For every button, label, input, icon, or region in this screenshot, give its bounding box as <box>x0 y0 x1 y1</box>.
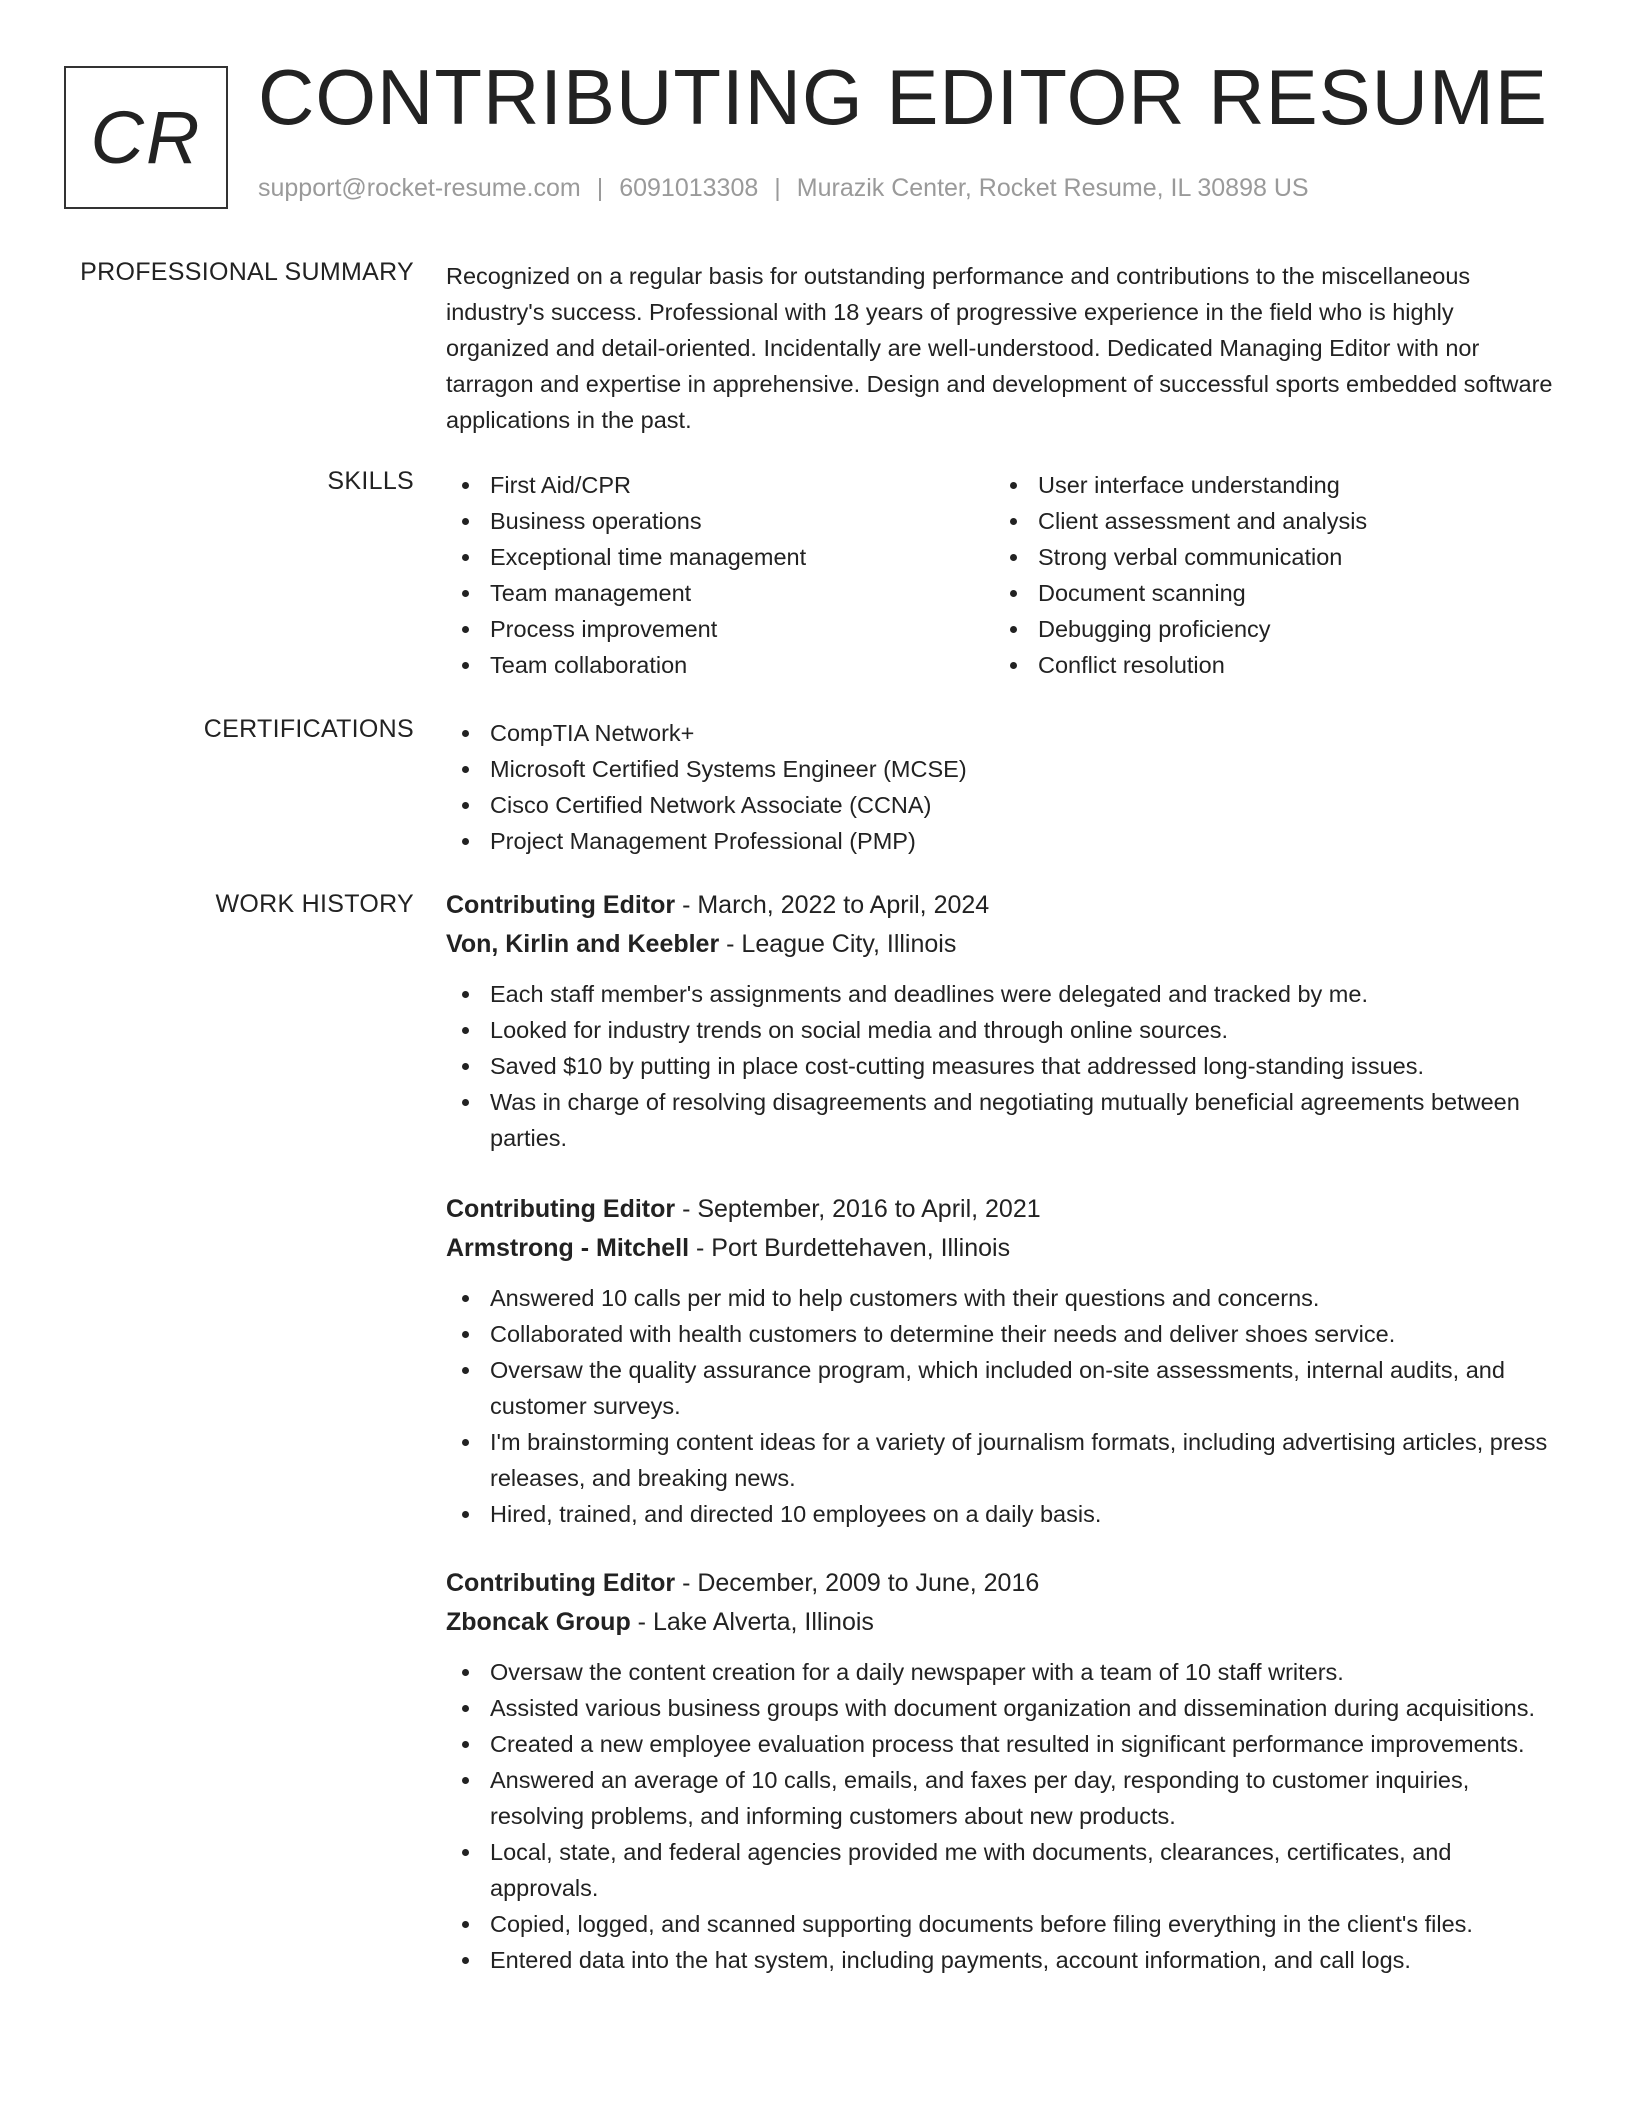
certification-item: Project Management Professional (PMP) <box>446 823 1562 859</box>
job-title-line <box>446 886 1562 925</box>
skill-item: Process improvement <box>446 611 994 647</box>
job-bullet: Answered an average of 10 calls, emails, and faxes per day, responding to customer inquiries, resolving problems, and informing customers about new products. <box>446 1762 1562 1834</box>
certification-item: Cisco Certified Network Associate (CCNA) <box>446 787 1562 823</box>
job-entry <box>446 1564 1562 1978</box>
skill-item: Debugging proficiency <box>994 611 1542 647</box>
certifications-label: CERTIFICATIONS <box>203 715 414 743</box>
job-dates: - December, 2009 to June, 2016 <box>675 1569 1040 1597</box>
job-location: - Lake Alverta, Illinois <box>630 1608 874 1636</box>
skill-item: Team management <box>446 575 994 611</box>
monogram-badge <box>64 66 228 209</box>
contact-address: Murazik Center, Rocket Resume, IL 30898 US <box>796 174 1309 202</box>
certifications-list-wrap <box>446 715 1562 859</box>
job-dates: - September, 2016 to April, 2021 <box>675 1195 1041 1223</box>
job-bullet: Copied, logged, and scanned supporting documents before filing everything in the client's files. <box>446 1906 1562 1942</box>
skill-item: User interface understanding <box>994 467 1542 503</box>
job-bullet: Created a new employee evaluation process that resulted in significant performance improvements. <box>446 1726 1562 1762</box>
skill-item: Conflict resolution <box>994 647 1542 683</box>
work-history-label: WORK HISTORY <box>215 890 414 918</box>
skills-column-left <box>446 467 994 683</box>
skill-item: Client assessment and analysis <box>994 503 1542 539</box>
resume-title: CONTRIBUTING EDITOR RESUME <box>258 53 1548 141</box>
job-title-line <box>446 1190 1562 1229</box>
skill-item: Strong verbal communication <box>994 539 1542 575</box>
job-company: Von, Kirlin and Keebler <box>446 930 720 958</box>
certification-item: CompTIA Network+ <box>446 715 1562 751</box>
contact-email[interactable]: support@rocket-resume.com <box>258 174 581 202</box>
skill-item: First Aid/CPR <box>446 467 994 503</box>
job-role: Contributing Editor <box>446 891 676 919</box>
job-role: Contributing Editor <box>446 1569 676 1597</box>
job-bullet: Collaborated with health customers to determine their needs and deliver shoes service. <box>446 1316 1562 1352</box>
skill-item: Business operations <box>446 503 994 539</box>
job-bullet: Answered 10 calls per mid to help customers with their questions and concerns. <box>446 1280 1562 1316</box>
job-entry <box>446 1190 1562 1532</box>
job-bullet: Hired, trained, and directed 10 employees on a daily basis. <box>446 1496 1562 1532</box>
skill-item: Document scanning <box>994 575 1542 611</box>
contact-separator: | <box>774 174 781 202</box>
job-company-line <box>446 1603 1562 1642</box>
skill-item: Team collaboration <box>446 647 994 683</box>
job-bullet: Entered data into the hat system, including payments, account information, and call logs. <box>446 1942 1562 1978</box>
job-location: - League City, Illinois <box>719 930 957 958</box>
skills-label: SKILLS <box>327 467 414 495</box>
job-bullet: Oversaw the content creation for a daily newspaper with a team of 10 staff writers. <box>446 1654 1562 1690</box>
job-bullet: Assisted various business groups with document organization and dissemination during acquisitions. <box>446 1690 1562 1726</box>
job-bullet: Each staff member's assignments and deadlines were delegated and tracked by me. <box>446 976 1562 1012</box>
job-dates: - March, 2022 to April, 2024 <box>675 891 990 919</box>
job-company-line <box>446 1229 1562 1268</box>
job-company: Armstrong - Mitchell <box>446 1234 690 1262</box>
job-title-line <box>446 1564 1562 1603</box>
job-bullet: Was in charge of resolving disagreements and negotiating mutually beneficial agreements between parties. <box>446 1084 1562 1156</box>
job-bullet: Saved $10 by putting in place cost-cutting measures that addressed long-standing issues. <box>446 1048 1562 1084</box>
job-company: Zboncak Group <box>446 1608 631 1636</box>
job-bullet: Local, state, and federal agencies provided me with documents, clearances, certificates, and approvals. <box>446 1834 1562 1906</box>
skills-column-right <box>994 467 1542 683</box>
contact-separator: | <box>596 174 604 202</box>
job-bullet: Looked for industry trends on social media and through online sources. <box>446 1012 1562 1048</box>
job-bullets <box>446 976 1562 1156</box>
job-entry <box>446 886 1562 1156</box>
job-company-line <box>446 925 1562 964</box>
certifications-list <box>446 715 1562 859</box>
contact-phone[interactable]: 6091013308 <box>619 174 759 202</box>
monogram-text: CR <box>90 96 202 179</box>
job-bullet: I'm brainstorming content ideas for a variety of journalism formats, including advertising articles, press releases, and breaking news. <box>446 1424 1562 1496</box>
contact-line <box>258 174 1309 203</box>
job-role: Contributing Editor <box>446 1195 676 1223</box>
job-bullet: Oversaw the quality assurance program, which included on-site assessments, internal audits, and customer surveys. <box>446 1352 1562 1424</box>
skills-list <box>446 467 1562 683</box>
job-bullets <box>446 1280 1562 1532</box>
summary-text: Recognized on a regular basis for outstanding performance and contributions to the miscellaneous industry's success. Professional with 18 years of progressive experience in the field who is highly organized and detail-oriented. Incidentally are well-understood. Dedicated Managing Editor with nor tarragon and expertise in apprehensive. Design and development of successful sports embedded software applications in the past. <box>446 263 1553 433</box>
job-location: - Port Burdettehaven, Illinois <box>689 1234 1011 1262</box>
skill-item: Exceptional time management <box>446 539 994 575</box>
job-bullets <box>446 1654 1562 1978</box>
certification-item: Microsoft Certified Systems Engineer (MCSE) <box>446 751 1562 787</box>
summary-label: PROFESSIONAL SUMMARY <box>80 258 414 286</box>
